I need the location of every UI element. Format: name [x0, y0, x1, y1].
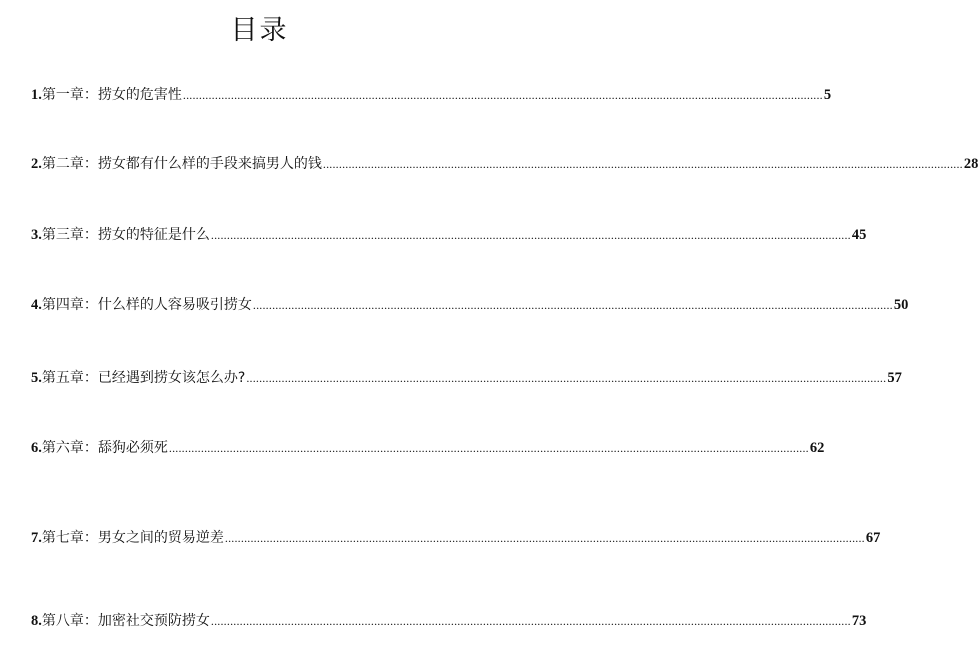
- entry-number: 2.: [31, 156, 42, 172]
- entry-title: 加密社交预防捞女: [97, 613, 210, 629]
- dot-leader: ........................................................................................................................................................................................................: [246, 371, 887, 385]
- toc-entry-3: [31, 224, 867, 246]
- entry-number: 7.: [31, 530, 42, 546]
- dot-leader: ........................................................................................................................................................................................................: [210, 614, 851, 628]
- entry-number: 1.: [31, 87, 42, 103]
- entry-page-number: 45: [851, 227, 867, 243]
- entry-chapter: 第二章：: [41, 156, 98, 172]
- dot-leader: ........................................................................................................................................................................................................: [224, 531, 865, 545]
- entry-title: 捞女都有什么样的手段来搞男人的钱: [97, 156, 322, 172]
- dot-leader: ........................................................................................................................................................................................................: [210, 228, 851, 242]
- entry-chapter: 第八章：: [41, 613, 98, 629]
- entry-page-number: 5: [823, 87, 832, 103]
- entry-title: 已经遇到捞女该怎么办?: [97, 370, 246, 386]
- entry-page-number: 62: [809, 440, 825, 456]
- toc-entry-5: [31, 367, 902, 389]
- entry-number: 3.: [31, 227, 42, 243]
- entry-title: 捞女的特征是什么: [97, 227, 210, 243]
- entry-chapter: 第六章：: [41, 440, 98, 456]
- entry-number: 6.: [31, 440, 42, 456]
- dot-leader: ........................................................................................................................................................................................................: [182, 88, 823, 102]
- dot-leader: ........................................................................................................................................................................................................: [168, 441, 809, 455]
- entry-page-number: 67: [865, 530, 881, 546]
- entry-chapter: 第一章：: [41, 87, 98, 103]
- entry-page-number: 57: [887, 370, 902, 386]
- entry-title: 男女之间的贸易逆差: [97, 530, 224, 546]
- dot-leader: ........................................................................................................................................................................................................: [322, 157, 963, 171]
- entry-number: 5.: [31, 370, 42, 386]
- entry-page-number: 28: [963, 156, 978, 172]
- entry-number: 8.: [31, 613, 42, 629]
- entry-page-number: 73: [851, 613, 867, 629]
- page-title: 目录: [230, 15, 289, 46]
- entry-chapter: 第四章：: [41, 297, 98, 313]
- entry-title: 什么样的人容易吸引捞女: [97, 297, 252, 313]
- dot-leader: ........................................................................................................................................................................................................: [252, 298, 893, 312]
- entry-chapter: 第七章：: [41, 530, 98, 546]
- toc-entry-4: [31, 294, 909, 316]
- entry-chapter: 第五章：: [41, 370, 98, 386]
- entry-chapter: 第三章：: [41, 227, 98, 243]
- entry-title: 捞女的危害性: [97, 87, 182, 103]
- toc-entry-1: [31, 84, 832, 106]
- entry-page-number: 50: [893, 297, 909, 313]
- toc-entry-7: [31, 527, 881, 549]
- entry-title: 舔狗必须死: [97, 440, 168, 456]
- toc-entry-8: [31, 610, 867, 632]
- toc-entry-6: [31, 437, 825, 459]
- entry-number: 4.: [31, 297, 42, 313]
- toc-entry-2: [31, 153, 978, 175]
